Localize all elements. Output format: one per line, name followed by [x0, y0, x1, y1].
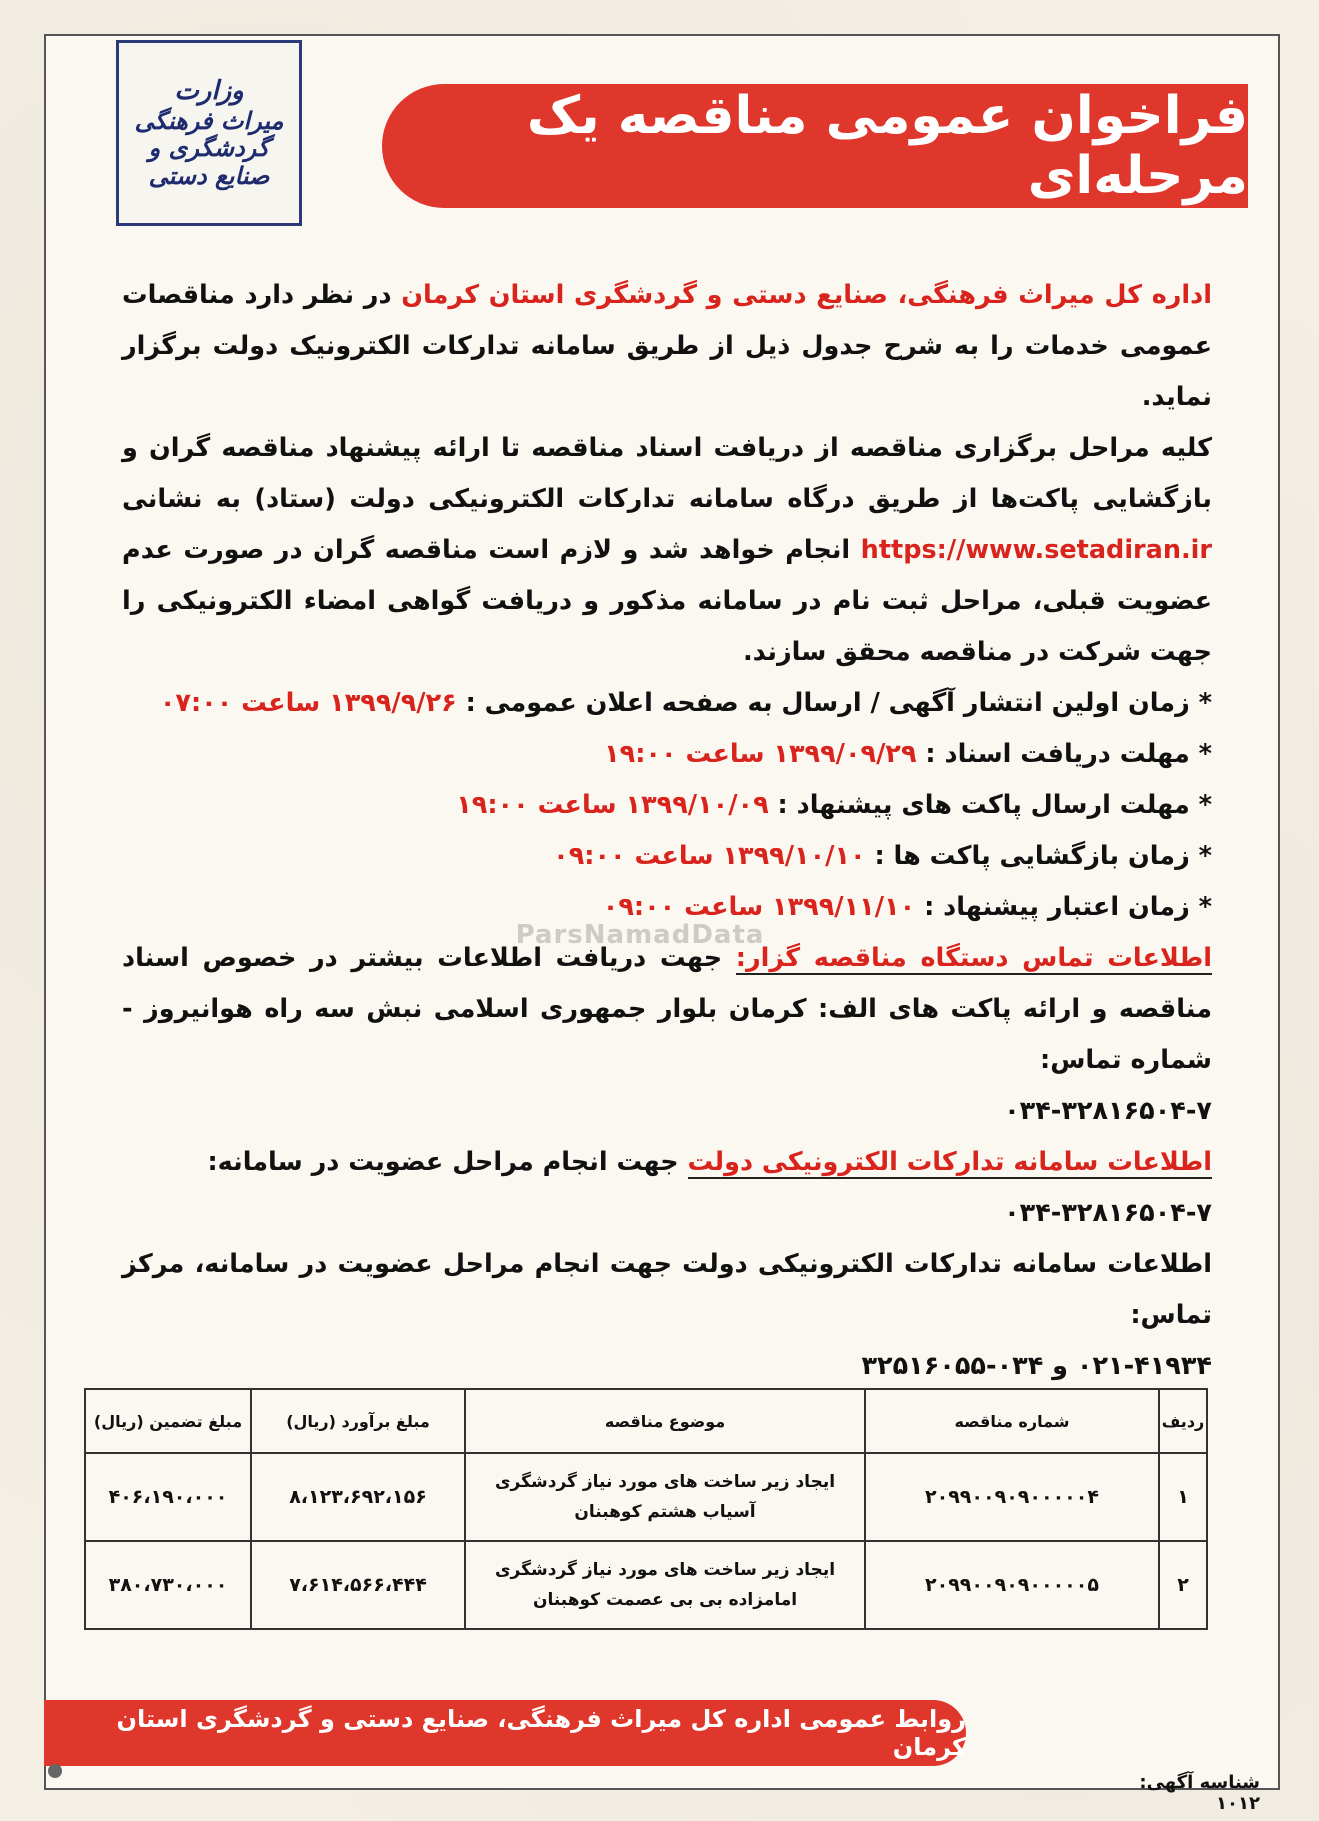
column-header-subject: موضوع مناقصه — [465, 1389, 865, 1453]
date-line — [122, 729, 1212, 780]
cell-estimate: ۷،۶۱۴،۵۶۶،۴۴۴ — [251, 1541, 465, 1629]
date-value: ۱۳۹۹/۱۰/۰۹ ساعت ۱۹:۰۰ — [456, 790, 769, 820]
subject-line-2: آسیاب هشتم کوهبنان — [574, 1502, 756, 1522]
cell-guarantee: ۳۸۰،۷۳۰،۰۰۰ — [85, 1541, 251, 1629]
date-label: * زمان اولین انتشار آگهی / ارسال به صفحه اعلان عمومی : — [456, 688, 1212, 718]
date-line — [122, 780, 1212, 831]
page-title: فراخوان عمومی مناقصه یک مرحله‌ای — [526, 86, 1248, 206]
cell-tender-number: ۲۰۹۹۰۰۹۰۹۰۰۰۰۰۴ — [865, 1453, 1159, 1541]
setad-url-link[interactable]: https://www.setadiran.ir — [860, 535, 1212, 565]
date-label: * زمان اعتبار پیشنهاد : — [915, 892, 1212, 922]
date-value: ۱۳۹۹/۱۱/۱۰ ساعت ۰۹:۰۰ — [602, 892, 916, 922]
logo-line-1: وزارت — [174, 75, 244, 106]
table-row — [85, 1453, 1207, 1541]
date-label: * مهلت ارسال پاکت های پیشنهاد : — [768, 790, 1212, 820]
intro-paragraph — [122, 270, 1212, 423]
footer-text: روابط عمومی اداره کل میراث فرهنگی، صنایع دستی و گردشگری استان کرمان — [116, 1705, 966, 1761]
cell-row-number: ۱ — [1159, 1453, 1207, 1541]
logo-line-2: میراث فرهنگی — [134, 105, 284, 135]
date-line — [122, 831, 1212, 882]
date-label: * زمان بازگشایی پاکت ها : — [865, 841, 1212, 871]
announcement-body — [122, 270, 1212, 1392]
system-phone: ۰۳۴-۳۲۸۱۶۵۰۴-۷ — [1004, 1198, 1212, 1228]
ad-id: شناسه آگهی: ۱۰۱۲ — [1139, 1772, 1260, 1814]
column-header-estimate: مبلغ برآورد (ریال) — [251, 1389, 465, 1453]
intro-text-2: کلیه مراحل برگزاری مناقصه از دریافت اسناد مناقصه تا ارائه پیشنهاد مناقصه گران و بازگشایی پاکت‌ها از طریق درگاه سامانه تدارکات الکترونیکی دولت (ستاد) به نشانی — [122, 433, 1212, 514]
contact-text: جهت دریافت اطلاعات بیشتر در خصوص اسناد مناقصه و ارائه پاکت های الف: کرمان بلوار جمهوری اسلامی نبش سه راه هوانیروز - شماره تماس: — [122, 943, 1212, 1075]
logo-line-3: گردشگری و صنایع دستی — [148, 133, 270, 190]
date-line — [122, 882, 1212, 933]
system-phones-2: ۰۲۱-۴۱۹۳۴ و ۰۳۴-۳۲۵۱۶۰۵۵ — [861, 1351, 1212, 1381]
column-header-tender-number: شماره مناقصه — [865, 1389, 1159, 1453]
subject-line-2: امامزاده بی بی عصمت کوهبنان — [532, 1590, 798, 1610]
intro-paragraph-2 — [122, 423, 1212, 678]
organization-name: اداره کل میراث فرهنگی، صنایع دستی و گردشگری استان کرمان — [401, 280, 1212, 310]
system-text: جهت انجام مراحل عضویت در سامانه: — [207, 1147, 688, 1177]
tenders-table — [84, 1388, 1208, 1630]
date-value: ۱۳۹۹/۱۰/۱۰ ساعت ۰۹:۰۰ — [553, 841, 866, 871]
subject-line-1: ایجاد زیر ساخت های مورد نیاز گردشگری — [494, 1472, 836, 1492]
cell-guarantee: ۴۰۶،۱۹۰،۰۰۰ — [85, 1453, 251, 1541]
intro-text-1: در نظر دارد مناقصات عمومی خدمات را به شرح جدول ذیل از طریق سامانه تدارکات الکترونیک دولت برگزار نماید. — [122, 280, 1212, 412]
ministry-logo — [116, 40, 302, 226]
contact-paragraph — [122, 933, 1212, 1086]
column-header-guarantee: مبلغ تضمین (ریال) — [85, 1389, 251, 1453]
table-header-row — [85, 1389, 1207, 1453]
date-value: ۱۳۹۹/۰۹/۲۹ ساعت ۱۹:۰۰ — [604, 739, 917, 769]
contact-phone: ۰۳۴-۳۲۸۱۶۵۰۴-۷ — [1004, 1096, 1212, 1126]
title-banner — [382, 84, 1248, 208]
contact-heading: اطلاعات تماس دستگاه مناقصه گزار: — [735, 943, 1212, 973]
system-heading: اطلاعات سامانه تدارکات الکترونیکی دولت — [687, 1147, 1212, 1177]
table-row — [85, 1541, 1207, 1629]
footer-banner — [44, 1700, 966, 1766]
column-header-row-number: ردیف — [1159, 1389, 1207, 1453]
cell-estimate: ۸،۱۲۳،۶۹۲،۱۵۶ — [251, 1453, 465, 1541]
system-text-2: اطلاعات سامانه تدارکات الکترونیکی دولت جهت انجام مراحل عضویت در سامانه، مرکز تماس: — [122, 1249, 1212, 1330]
cell-tender-number: ۲۰۹۹۰۰۹۰۹۰۰۰۰۰۵ — [865, 1541, 1159, 1629]
date-label: * مهلت دریافت اسناد : — [916, 739, 1212, 769]
cell-row-number: ۲ — [1159, 1541, 1207, 1629]
cell-subject — [465, 1541, 865, 1629]
subject-line-1: ایجاد زیر ساخت های مورد نیاز گردشگری — [494, 1560, 836, 1580]
watermark: ParsNamadData — [515, 920, 765, 950]
date-line — [122, 678, 1212, 729]
system-paragraph — [122, 1137, 1212, 1188]
cell-subject — [465, 1453, 865, 1541]
intro-text-3: انجام خواهد شد و لازم است مناقصه گران در صورت عدم عضویت قبلی، مراحل ثبت نام در سامانه مذکور و دریافت گواهی امضاء الکترونیکی را جهت شرکت در مناقصه محقق سازند. — [122, 535, 1212, 667]
date-value: ۱۳۹۹/۹/۲۶ ساعت ۰۷:۰۰ — [159, 688, 457, 718]
bullet-dot-icon — [48, 1764, 62, 1778]
